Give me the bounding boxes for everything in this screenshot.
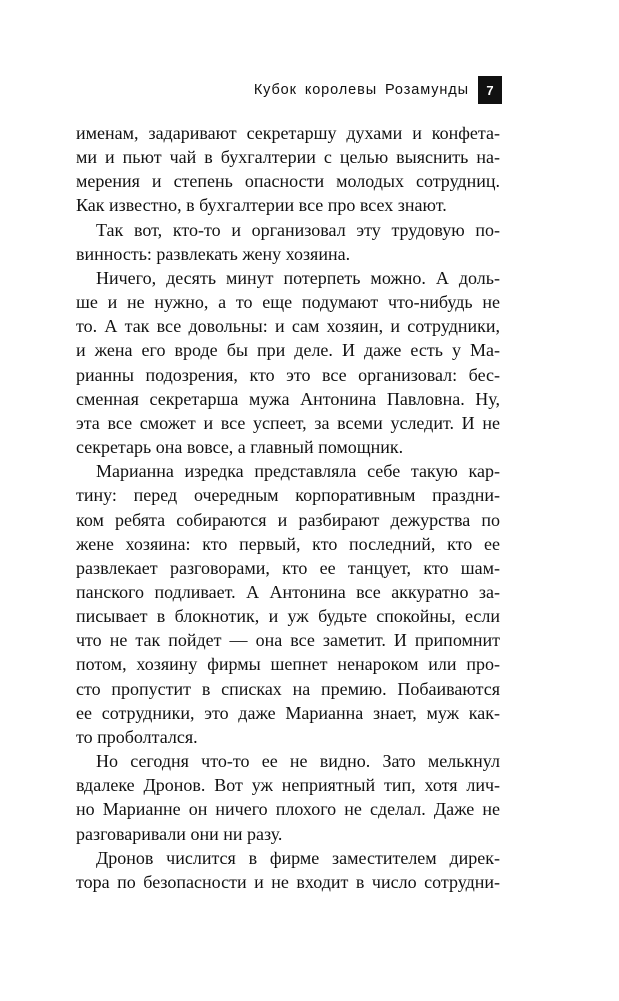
text-line: ее сотрудники, это даже Марианна знает, муж как-	[76, 702, 500, 723]
text-line: Дронов числится в фирме заместителем дирек-	[96, 847, 500, 868]
text-line: секретарь она вовсе, а главный помощник.	[76, 437, 404, 458]
text-line: сменная секретарша мужа Антонина Павловна. Ну,	[76, 388, 500, 409]
text-line: Но сегодня что-то ее не видно. Зато мелькнул	[96, 751, 500, 772]
text-line: мерения и степень опасности молодых сотрудниц.	[76, 171, 500, 192]
text-line: эта все сможет и все успеет, за всеми уследит. И не	[76, 412, 500, 433]
text-line: Ничего, десять минут потерпеть можно. А доль-	[96, 267, 500, 288]
text-line: именам, задаривают секретаршу духами и конфета-	[76, 123, 500, 143]
text-line: писывает в блокнотик, и уж будьте спокойны, если	[76, 606, 500, 627]
text-line: сто пропустит в списках на премию. Побаиваются	[76, 678, 500, 699]
body-text	[76, 121, 500, 894]
text-line: панского подливает. А Антонина все аккуратно за-	[76, 581, 500, 602]
text-line: то. А так все довольны: и сам хозяин, и сотрудники,	[76, 316, 500, 337]
text-line: вдалеке Дронов. Вот уж неприятный тип, хотя лич-	[76, 775, 500, 796]
text-line: тора по безопасности и не входит в число сотрудни-	[76, 871, 500, 892]
text-line: ми и пьют чай в бухгалтерии с целью выяснить на-	[76, 147, 500, 168]
text-line: жене хозяина: кто первый, кто последний, кто ее	[76, 533, 500, 554]
text-line: разговаривали они ни разу.	[76, 823, 283, 844]
running-title: Кубок королевы Розамунды	[253, 82, 469, 98]
text-line: потом, хозяину фирмы шепнет ненароком или про-	[76, 654, 500, 675]
text-line: но Марианне он ничего плохого не сделал. Даже не	[76, 799, 500, 820]
text-line: Так вот, кто-то и организовал эту трудовую по-	[96, 219, 500, 240]
text-line: тину: перед очередным корпоративным праздни-	[76, 485, 500, 506]
text-line: и жена его вроде бы при деле. И даже есть у Ма-	[76, 340, 500, 361]
text-line: Марианна изредка представляла себе такую кар-	[96, 461, 500, 482]
text-line: Как известно, в бухгалтерии все про всех знают.	[76, 195, 447, 216]
text-line: ше и не нужно, а то еще подумают что-нибудь не	[76, 292, 500, 313]
text-line: винность: развлекать жену хозяина.	[76, 243, 351, 264]
running-header	[254, 76, 502, 104]
text-line: что не так пойдет — она все заметит. И припомнит	[76, 630, 500, 651]
text-line: ком ребята собираются и разбирают дежурства по	[76, 509, 500, 530]
text-line: рианны подозрения, кто это все организовал: бес-	[76, 364, 500, 385]
text-line: развлекает разговорами, кто ее танцует, кто шам-	[76, 557, 500, 578]
text-line: то проболтался.	[76, 726, 198, 747]
page-number-badge: 7	[478, 76, 502, 104]
